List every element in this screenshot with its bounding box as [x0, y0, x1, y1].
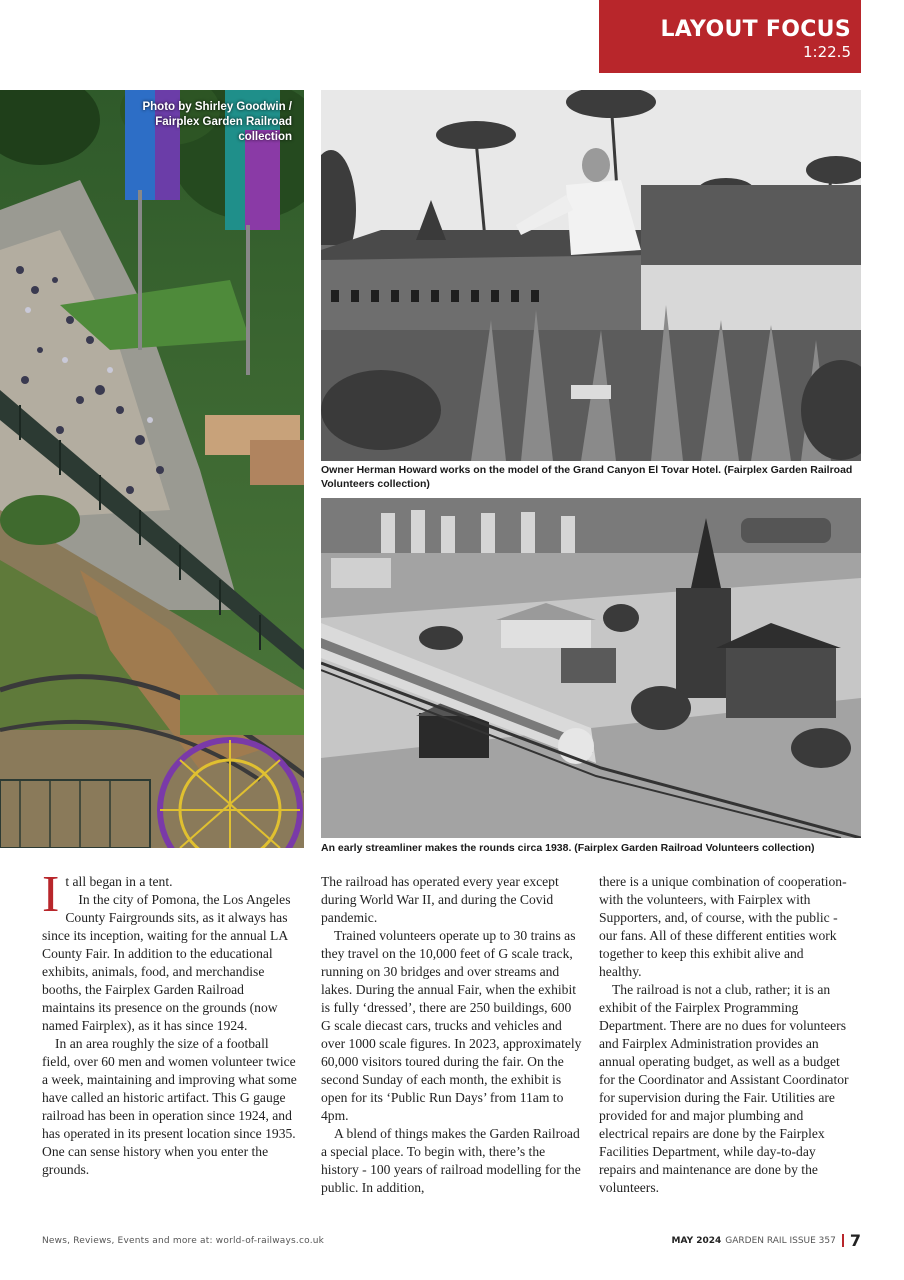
article-column-3	[599, 873, 849, 1197]
footer-issue	[672, 1231, 861, 1250]
page-number: 7	[849, 1231, 861, 1250]
article-paragraph: It all began in a tent.	[42, 866, 173, 923]
photo-caption-top: Owner Herman Howard works on the model of the Grand Canyon El Tovar Hotel. (Fairplex Garden Railroad Volunteers collection)	[321, 464, 853, 490]
article-paragraph: Trained volunteers operate up to 30 trains as they travel on the 10,000 feet of G scale track, running on 30 bridges and over streams and lakes. During the annual Fair, when the exhibit is fully ‘dressed’, there are 250 buildings, 600 G scale diecast cars, trucks and vehicles and over 1000 scale figures. In 2023, approximately 60,000 visitors toured during the fair. On the second Sunday of each month, the exhibit is open for its ‘Public Run Days’ from 11am to 4pm.	[321, 928, 582, 1123]
footer-website: News, Reviews, Events and more at: world-of-railways.co.uk	[42, 1236, 325, 1246]
article-paragraph: there is a unique combination of cooperation- with the volunteers, with Fairplex with Supporters, and, of course, with the public - our fans. All of these different entities work together to keep this exhibit alive and healthy.	[599, 874, 847, 979]
section-title: LAYOUT FOCUS	[660, 17, 851, 42]
article-column-2	[321, 873, 583, 1197]
fairgrounds-photo	[0, 90, 304, 848]
footer-divider	[842, 1234, 844, 1247]
photo-credit: Photo by Shirley Goodwin / Fairplex Garden Railroad collection	[142, 101, 292, 143]
issue-label: GARDEN RAIL ISSUE 357	[725, 1235, 836, 1246]
photo-caption-bottom: An early streamliner makes the rounds circa 1938. (Fairplex Garden Railroad Volunteers collection)	[321, 842, 815, 854]
streamliner-photo	[321, 498, 861, 838]
herman-howard-photo	[321, 90, 861, 461]
section-banner	[599, 0, 861, 73]
drop-cap: I	[42, 866, 60, 923]
scale-label: 1:22.5	[803, 43, 851, 61]
article-paragraph: The railroad has operated every year except during World War II, and during the Covid pandemic.	[321, 874, 559, 925]
article-paragraph: The railroad is not a club, rather; it is an exhibit of the Fairplex Programming Department. There are no dues for volunteers and Fairplex Administration provides an annual operating budget, as well as a budget for the Coordinator and Assistant Coordinator for supervision during the Fair. Utilities are provided for and major plumbing and electrical repairs are done by the Fairplex Facilities Department, while day-to-day repairs and maintenance are done by the volunteers.	[599, 982, 849, 1195]
issue-date: MAY 2024	[671, 1235, 722, 1246]
article-paragraph: In the city of Pomona, the Los Angeles County Fairgrounds sits, as it always has since its inception, waiting for the annual LA County Fair. In addition to the educational exhibits, animals, food, and merchandise booths, the Fairplex Garden Railroad maintains its presence on the grounds (now named Fairplex), as it has since 1924.	[42, 892, 291, 1033]
article-column-1	[42, 866, 300, 1179]
article-paragraph: A blend of things makes the Garden Railroad a special place. To begin with, there’s the history - 100 years of railroad modelling for the public. In addition,	[321, 1126, 581, 1195]
article-paragraph: In an area roughly the size of a football field, over 60 men and women volunteer twice a week, maintaining and improving what some have called an historic artifact. This G gauge railroad has been in operation since 1924, and has operated in its present location since 1935. One can sense history when you enter the grounds.	[42, 1036, 297, 1177]
